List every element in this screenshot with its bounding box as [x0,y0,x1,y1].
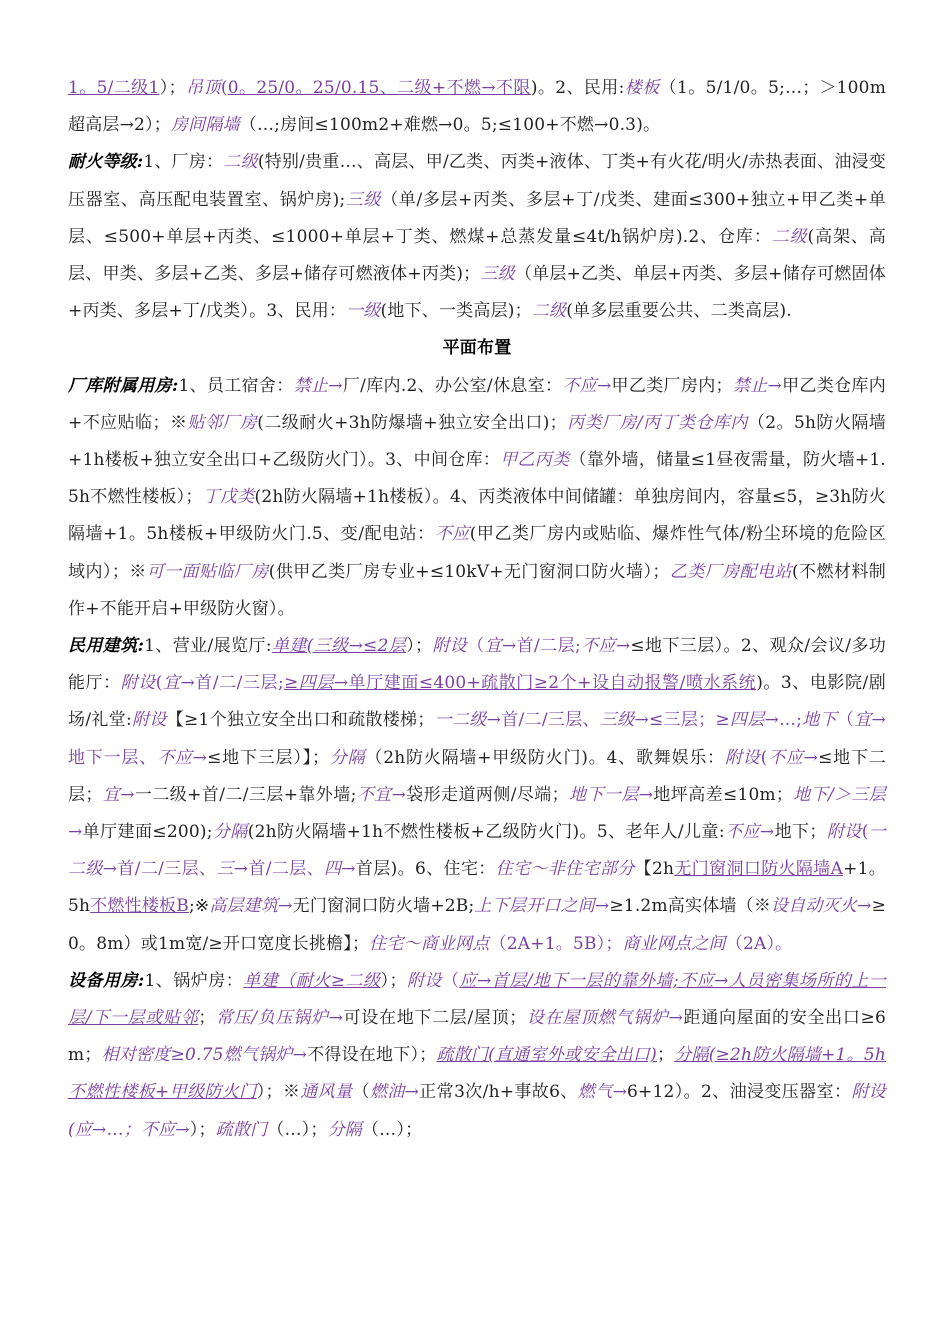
term: 疏散门 [215,1119,268,1140]
text-span: 首/二/三层、 [117,859,217,880]
text-span: (2h防火隔墙+1h楼板）。4、丙类液体中间储罐：单独房间内，容量≤5，≥3h防火隔墙+1。5h楼板+甲级防火门.5、变/配电站： [68,487,886,545]
term: 甲乙丙类 [500,450,570,471]
text-span: （ [836,710,855,731]
term: 宜→ [162,673,195,694]
heading-fire-resistance-grade: 耐火等级: [68,152,144,173]
text-span: ≥1.2m高实体墙（※ [609,896,772,917]
text-span: 不得设在地下）； [307,1045,437,1066]
text-span: （2A+1。5B）； [489,933,623,954]
term: 二级 [771,226,808,247]
term: 住宅～非住宅部分 [495,859,635,880]
term: 附设 [120,673,156,694]
term: 通风量 [300,1082,353,1103]
term: 不应→ [140,1119,190,1140]
text-span: 不燃性楼板B [90,896,189,917]
term: 附设 [432,636,468,657]
text-span: （靠外墙，储量≤1昼夜需量，防火墙+1.5h不燃性楼板）； [68,450,886,508]
term: 相对密度≥0.75燃气锅炉→ [101,1045,308,1066]
text-span: 距通向屋面的安全出口≥6m； [68,1008,887,1066]
term: 地下/＞三层→ [68,784,887,843]
text-span: （…;房间≤100m2+难燃→0。5;≤100+不燃→0.3)。 [239,115,661,136]
term: 乙类厂房配电站 [669,561,792,582]
term-floor-slab: 楼板 [624,78,660,98]
text-span: （2A）。 [725,933,793,954]
text-span: 首/二/三层; [194,673,284,694]
text-span: 6+12）。2、油浸变压器室： [627,1082,852,1103]
term: 一级 [346,301,381,322]
text-span: )。3、电影院/剧场/礼堂: [68,673,886,731]
text-span: ）； [406,636,433,657]
text-span: 1、厂房： [143,152,224,173]
term: 宜→ [484,636,517,657]
text-span: ≤三层； [648,710,716,731]
term: 分隔 [212,822,248,843]
term: 禁止→ [732,375,782,396]
term: 一二级→ [434,710,502,731]
text-span: 甲乙类厂房内； [611,375,733,396]
text-span: 厂/库内.2、办公室/休息室： [342,375,563,396]
term: 燃油→ [369,1082,420,1103]
text-span: 地下； [774,822,827,843]
text-span: （ [441,970,460,991]
paragraph-civil-buildings [68,628,886,963]
document-page [68,70,886,1149]
term: 设在屋顶燃气锅炉→ [526,1008,684,1029]
term: 三级→ [599,710,649,731]
text-span: ( [220,78,228,98]
term: 贴邻厂房 [187,412,258,433]
text-span: （单层+乙类、单层+丙类、多层+储存可燃固体+丙类、多层+丁/戊类）。3、民用： [68,264,886,322]
term: 分隔 [329,747,366,768]
term: 不应→ [580,636,631,657]
text-span: 地坪高差≤10m； [653,784,794,805]
text-span: 单厅建面≤200); [82,822,213,843]
term: 三→ [216,859,249,880]
term: ≥四层→ [715,710,779,731]
term: 二级 [223,152,258,173]
text-span: ( [760,747,768,768]
text-span: ≤地下三层）。2、观众/会议/多功能厅： [68,636,886,694]
term: 四→ [323,859,356,880]
term: 上下层开口之间→ [474,896,610,917]
text-span: (2h防火隔墙+1h不燃性楼板+乙级防火门)。5、老年人/儿童: [247,822,725,843]
text-span: （ [352,1082,370,1103]
term: 不宜→ [356,784,407,805]
text-span: 1。5/二级1 [68,78,160,98]
text-span: 首/二层、 [248,859,324,880]
text-span: 无门窗洞口防火隔墙A [674,859,844,880]
text-span: （1。5/1/0。5;…；＞100m超高层→2）； [68,78,887,136]
term: 附设 [826,822,862,843]
term: ≥四层→ [283,673,349,694]
text-span: (地下、一类高层)； [380,301,532,322]
text-span: 首/二层; [516,636,581,657]
term: 附设 [131,710,167,731]
text-span: (单多层重要公共、二类高层). [566,301,792,322]
term: 疏散门(直通室外或安全出口) [436,1045,657,1066]
term: 附设 [724,747,761,768]
text-span: 首/二/三层、 [501,710,600,731]
text-span: …; [779,710,803,731]
term: 宜→ [102,784,135,805]
term: 不应→ [157,747,208,768]
text-span: 正常3次/h+事故6、 [419,1082,578,1103]
text-span: （…）； [267,1119,328,1140]
term: 地下一层→ [568,784,654,805]
text-span: (特别/贵重…、高层、甲/乙类、丙类+液体、丁类+有火花/明火/赤热表面、油浸变压器室、高压配电装置室、锅炉房); [68,152,887,210]
text-span: 0。25/0。25/0.15、二级+不燃→不限 [227,78,531,98]
term-partition-wall: 房间隔墙 [170,115,240,136]
text-span: ( [861,822,869,843]
term: 三级 [480,264,515,285]
text-span: ； [656,1045,675,1066]
text-span: (二级耐火+3h防爆墙+独立安全出口)； [257,412,567,433]
text-span: 甲乙类仓库内+不应贴临；※ [68,375,886,433]
term: 不应→ [724,822,775,843]
paragraph-auxiliary-rooms [68,368,886,628]
text-span: 首层)。6、住宅： [355,859,496,880]
text-span: ）； [380,970,407,991]
term: 住宅～商业网点 [369,933,490,954]
text-span: (高架、高层、甲类、多层+乙类、多层+储存可燃液体+丙类)； [68,226,886,285]
term: 附设 [406,970,442,991]
term: 附设(应→…； [68,1082,886,1140]
text-span: 无门窗洞口防火墙+2B; [292,896,475,917]
term: 单建（耐火≥二级 [243,970,381,991]
term: 分隔 [327,1119,362,1140]
term: 丁戊类 [202,487,255,508]
text-span: 可设在地下二层/屋顶； [343,1008,527,1029]
term: 单建(三级→≤2层 [271,636,407,657]
heading-civil-buildings: 民用建筑: [68,636,145,657]
text-span: ≥0。8m）或1m宽/≥开口宽度长挑檐】； [68,896,886,954]
text-span: 地下一层、 [68,747,158,768]
term: 禁止→ [293,375,343,396]
text-span: 袋形走道两侧/尽端； [406,784,569,805]
text-span: 1、营业/展览厅: [144,636,272,657]
text-span: （2h防火隔墙+甲级防火门)。4、歌舞娱乐： [365,747,725,768]
paragraph-fire-resistance-grade [68,144,886,330]
term: 一二级→ [68,822,886,880]
term-ceiling: 吊顶 [185,78,221,98]
text-span: （…）； [361,1119,423,1140]
text-span: ）； [189,1119,216,1140]
text-span: （ [467,636,485,657]
term: 分隔(≥2h防火隔墙+1。5h不燃性楼板+甲级防火门 [68,1045,887,1103]
text-span: 单厅建面≤400+疏散门≥2个+设自动报警/喷水系统 [348,673,757,694]
paragraph-equipment-rooms [68,963,886,1149]
heading-auxiliary-rooms: 厂库附属用房: [68,375,179,396]
heading-equipment-rooms: 设备用房: [68,970,145,991]
text-span: ）；※ [256,1082,301,1103]
term: 不应→ [767,747,819,768]
text-span: ( [155,673,163,694]
term: 不应→ [562,375,612,396]
term: 可一面贴临厂房 [146,561,269,582]
text-span: ； [198,1008,216,1029]
text-span: (供甲乙类厂房专业+≤10kV+无门窗洞口防火墙）； [268,561,670,582]
term: 商业网点之间 [622,933,726,954]
term: 不应 [434,524,470,545]
text-span: +1。5h [68,859,886,917]
text-span: ;※ [188,896,210,917]
term: 三级 [345,189,382,210]
term: 燃气→ [577,1082,628,1103]
term: 宜→ [854,710,886,731]
term: 设自动灭火→ [771,896,872,917]
term: 常压/负压锅炉→ [215,1008,344,1029]
text-span: ≤地下三层）】； [207,747,330,768]
text-span: （2。5h防火隔墙+1h楼板+独立安全出口+乙级防火门）。3、中间仓库： [68,412,886,471]
paragraph-fire-rating-continued [68,70,886,144]
text-span: 1、员工宿舍： [178,375,294,396]
term: 二级 [531,301,567,322]
text-span: )。2、民用: [530,78,625,98]
text-span: (不燃材料制作+不能开启+甲级防火窗）。 [68,561,887,619]
term: 应→首层/地下一层的靠外墙; [459,970,679,991]
text-span: 一二级+首/二/三层+靠外墙; [134,784,357,805]
term: 不应→人员密集场所的上一层/下一层或贴邻 [68,970,887,1029]
text-span: ≤地下二层； [68,747,886,805]
section-title: 平面布置 [442,338,512,359]
text-span: （单/多层+丙类、多层+丁/戊类、建面≤300+独立+甲乙类+单层、≤500+单层+丙类、≤1000+单层+丁类、燃煤+总蒸发量≤4t/h锅炉房).2、仓库： [68,189,886,247]
term: 高层建筑→ [209,896,293,917]
text-span: 【≥1个独立安全出口和疏散楼梯； [166,710,435,731]
text-span: 1、锅炉房： [144,970,244,991]
term: 地下 [802,710,837,731]
text-span: 【2h [634,859,675,880]
text-span: ）； [159,78,186,98]
text-span: (甲乙类厂房内或贴临、爆炸性气体/粉尘环境的危险区域内）；※ [68,524,886,582]
term: 丙类厂房/丙丁类仓库内 [566,412,748,433]
